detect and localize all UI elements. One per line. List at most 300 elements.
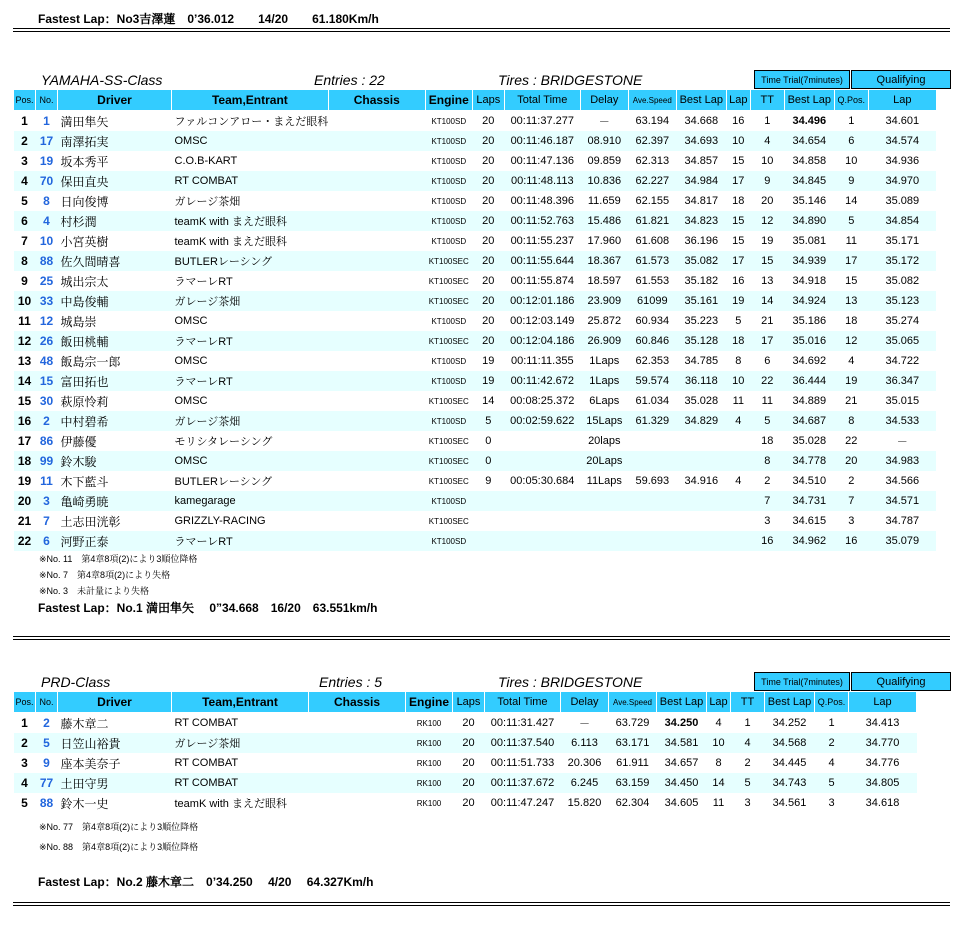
cell-tt-best-lap: 34.924 xyxy=(784,291,834,311)
cell-chassis xyxy=(328,451,425,471)
cell-total-time: 00:11:47.247 xyxy=(490,797,555,809)
cell-total-time: 00:11:47.136 xyxy=(510,155,574,167)
cell-q-lap: 34.574 xyxy=(868,131,936,151)
cell-team: ガレージ茶畑 xyxy=(172,733,309,753)
cell-laps: 20 xyxy=(472,331,504,351)
cell-best-lap-number: 4 xyxy=(726,411,750,431)
cell-delay: 08.910 xyxy=(580,131,628,151)
cell-driver: 日笠山裕貴 xyxy=(58,733,172,753)
cell-driver: 藤木章二 xyxy=(60,716,109,731)
cell-car-number: 25 xyxy=(39,274,54,288)
cell-driver: 中島俊輔 xyxy=(58,291,172,311)
cell-q-position: 12 xyxy=(834,331,868,351)
note: ※No. 11 第4章8項(2)により3順位降格 xyxy=(39,554,198,564)
cell-ave-speed: 62.353 xyxy=(635,355,670,367)
col-header-best-lap: Best Lap xyxy=(657,692,707,713)
cell-ave-speed: 61.329 xyxy=(628,411,676,431)
col-header-laps: Laps xyxy=(453,692,485,713)
cell-tt-best-lap: 34.615 xyxy=(792,515,827,527)
cell-best-lap-number xyxy=(726,491,750,511)
table-row xyxy=(14,291,937,311)
cell-best-lap: 35.223 xyxy=(684,315,719,327)
cell-car-number: 70 xyxy=(36,171,58,191)
cell-tt-best-lap: 34.252 xyxy=(772,717,807,729)
class-name: YAMAHA-SS-Class xyxy=(41,72,163,88)
cell-q-position: 17 xyxy=(834,251,868,271)
cell-team: OMSC xyxy=(172,131,329,151)
cell-laps: 20 xyxy=(482,115,495,127)
prd-notes xyxy=(13,813,951,857)
cell-total-time: 00:11:55.237 xyxy=(510,235,574,247)
cell-delay: 20laps xyxy=(588,435,621,447)
cell-driver: 満田隼矢 xyxy=(60,114,109,129)
cell-total-time xyxy=(504,511,580,531)
col-header-ave-speed: Ave.Speed xyxy=(628,90,676,111)
cell-team: teamK with まえだ眼科 xyxy=(174,236,287,248)
cell-chassis xyxy=(328,191,425,211)
cell-delay: 15.820 xyxy=(567,797,602,809)
cell-total-time: 00:11:48.113 xyxy=(504,171,580,191)
cell-total-time: 00:11:37.540 xyxy=(485,733,561,753)
cell-pos: 4 xyxy=(14,171,36,191)
cell-total-time: 00:11:46.187 xyxy=(504,131,580,151)
col-header-tt-position: TT xyxy=(750,90,784,111)
cell-delay: 1Laps xyxy=(589,355,620,367)
cell-best-lap-number: 16 xyxy=(732,275,745,287)
cell-chassis xyxy=(328,391,425,411)
table-row xyxy=(14,451,937,471)
cell-delay: － xyxy=(598,116,610,128)
cell-tt-position: 17 xyxy=(750,331,784,351)
cell-engine: KT100SEC xyxy=(428,516,469,526)
cell-laps: 20 xyxy=(462,797,475,809)
col-header-car-number: No. xyxy=(36,692,58,713)
cell-car-number: 26 xyxy=(36,331,58,351)
cell-best-lap: 34.250 xyxy=(664,717,699,729)
table-row xyxy=(14,773,917,793)
cell-ave-speed: 63.159 xyxy=(609,773,657,793)
cell-ave-speed: 61.573 xyxy=(628,251,676,271)
cell-chassis xyxy=(309,713,406,734)
cell-tt-best-lap: 35.146 xyxy=(792,195,827,207)
cell-driver: 坂本秀平 xyxy=(60,154,109,169)
col-header-delay: Delay xyxy=(561,692,609,713)
cell-car-number: 86 xyxy=(39,434,54,448)
cell-laps: 20 xyxy=(453,733,485,753)
cell-pos: 12 xyxy=(14,331,36,351)
cell-total-time: 00:11:55.874 xyxy=(510,275,574,287)
col-header-q-lap: Lap xyxy=(868,90,936,111)
cell-best-lap-number: 19 xyxy=(726,291,750,311)
cell-best-lap: 34.857 xyxy=(684,155,719,167)
cell-tt-best-lap: 34.496 xyxy=(792,115,827,127)
cell-team: RT COMBAT xyxy=(172,773,309,793)
cell-pos: 9 xyxy=(21,274,28,288)
cell-pos: 10 xyxy=(14,291,36,311)
cell-best-lap xyxy=(676,431,726,451)
cell-laps: 9 xyxy=(485,475,492,487)
col-header-q-position: Q.Pos. xyxy=(834,90,868,111)
table-row xyxy=(14,211,937,231)
yamaha-results-table xyxy=(13,89,937,551)
qualifying-header: Qualifying xyxy=(851,672,951,691)
table-row xyxy=(14,191,937,211)
table-row xyxy=(14,151,937,171)
cell-driver: 萩原怜莉 xyxy=(60,394,109,409)
cell-chassis xyxy=(328,511,425,531)
cell-car-number: 9 xyxy=(43,756,50,770)
cell-delay: 15.486 xyxy=(580,211,628,231)
cell-chassis xyxy=(328,531,425,551)
cell-q-position: 3 xyxy=(828,797,835,809)
cell-total-time: 00:02:59.622 xyxy=(504,411,580,431)
cell-engine: KT100SD xyxy=(425,371,472,391)
cell-tt-best-lap: 34.687 xyxy=(784,411,834,431)
cell-total-time xyxy=(504,451,580,471)
cell-tt-best-lap: 34.858 xyxy=(792,155,827,167)
col-header-delay: Delay xyxy=(580,90,628,111)
prd-results-table xyxy=(13,691,917,813)
cell-tt-best-lap: 35.016 xyxy=(784,331,834,351)
cell-tt-position: 21 xyxy=(761,315,774,327)
cell-best-lap: 34.785 xyxy=(684,355,719,367)
cell-best-lap: 34.657 xyxy=(664,757,699,769)
cell-tt-best-lap: 34.743 xyxy=(765,773,815,793)
cell-engine: RK100 xyxy=(416,718,442,728)
note: ※No. 77 第4章8項(2)により3順位降格 xyxy=(39,822,199,832)
col-header-engine: Engine xyxy=(425,90,472,111)
col-header-total-time: Total Time xyxy=(485,692,561,713)
cell-laps: 20 xyxy=(472,171,504,191)
cell-total-time: 00:11:37.277 xyxy=(510,115,574,127)
cell-q-position: 4 xyxy=(848,355,855,367)
cell-tt-best-lap: 34.962 xyxy=(784,531,834,551)
cell-q-lap: 34.983 xyxy=(868,451,936,471)
col-header-tt-best-lap: Best Lap xyxy=(784,90,834,111)
cell-chassis xyxy=(328,211,425,231)
cell-q-position: 16 xyxy=(834,531,868,551)
col-header-q-lap: Lap xyxy=(849,692,917,713)
cell-best-lap: 34.605 xyxy=(664,797,699,809)
cell-best-lap xyxy=(676,491,726,511)
cell-car-number: 4 xyxy=(36,211,58,231)
cell-pos: 4 xyxy=(14,773,36,793)
cell-laps xyxy=(472,531,504,551)
cell-best-lap: 36.118 xyxy=(676,371,726,391)
cell-team: kamegarage xyxy=(172,491,329,511)
cell-tt-position: 19 xyxy=(761,235,774,247)
cell-best-lap: 36.196 xyxy=(684,235,719,247)
cell-driver: 飯田桃輔 xyxy=(58,331,172,351)
cell-q-lap: 36.347 xyxy=(868,371,936,391)
cell-q-lap: 34.618 xyxy=(865,797,900,809)
cell-delay: 20.306 xyxy=(567,757,602,769)
cell-car-number: 10 xyxy=(39,234,54,248)
cell-laps: 0 xyxy=(472,451,504,471)
cell-q-position: 15 xyxy=(845,275,858,287)
cell-total-time: 00:11:55.644 xyxy=(504,251,580,271)
cell-driver: 木下藍斗 xyxy=(60,474,109,489)
cell-car-number: 88 xyxy=(36,251,58,271)
cell-best-lap-number xyxy=(726,531,750,551)
cell-best-lap-number: 10 xyxy=(707,733,731,753)
table-row xyxy=(14,371,937,391)
cell-engine: RK100 xyxy=(416,758,442,768)
cell-pos: 19 xyxy=(17,474,32,488)
cell-engine: KT100SD xyxy=(425,171,472,191)
cell-chassis xyxy=(328,411,425,431)
cell-chassis xyxy=(328,431,425,451)
cell-best-lap: 35.082 xyxy=(676,251,726,271)
cell-tt-position: 18 xyxy=(761,435,774,447)
cell-pos: 1 xyxy=(21,716,28,730)
cell-tt-position: 4 xyxy=(750,131,784,151)
class-name: PRD-Class xyxy=(41,674,111,690)
cell-ave-speed xyxy=(628,451,676,471)
cell-car-number: 2 xyxy=(43,716,50,730)
cell-best-lap: 34.829 xyxy=(676,411,726,431)
cell-laps: 20 xyxy=(482,235,495,247)
cell-pos: 15 xyxy=(17,394,32,408)
cell-delay: 26.909 xyxy=(580,331,628,351)
cell-q-position: 4 xyxy=(828,757,835,769)
col-header-chassis: Chassis xyxy=(328,90,425,111)
cell-chassis xyxy=(328,131,425,151)
cell-q-lap: 34.936 xyxy=(885,155,920,167)
cell-q-lap: 34.601 xyxy=(885,115,920,127)
cell-tt-best-lap: 34.845 xyxy=(784,171,834,191)
cell-q-position: 19 xyxy=(834,371,868,391)
cell-delay: 20Laps xyxy=(580,451,628,471)
cell-team: ガレージ茶畑 xyxy=(172,291,329,311)
yamaha-title-row xyxy=(13,70,951,89)
cell-team: RT COMBAT xyxy=(174,717,239,729)
cell-best-lap-number xyxy=(726,431,750,451)
cell-ave-speed: 61.911 xyxy=(616,757,649,769)
cell-tt-best-lap: 34.568 xyxy=(765,733,815,753)
cell-pos: 5 xyxy=(21,796,28,810)
col-header-q-position: Q.Pos. xyxy=(815,692,849,713)
divider xyxy=(13,902,950,906)
cell-q-position: 6 xyxy=(834,131,868,151)
cell-team: ラマーレRT xyxy=(172,371,329,391)
cell-ave-speed: 61.034 xyxy=(635,395,670,407)
cell-ave-speed: 60.934 xyxy=(635,315,670,327)
cell-laps: 14 xyxy=(482,395,495,407)
cell-driver: 南澤拓実 xyxy=(58,131,172,151)
cell-q-lap: 34.770 xyxy=(849,733,917,753)
cell-ave-speed xyxy=(628,491,676,511)
cell-best-lap: 34.817 xyxy=(684,195,719,207)
cell-ave-speed: 62.227 xyxy=(628,171,676,191)
cell-chassis xyxy=(309,793,406,813)
time-trial-header: Time Trial(7minutes) xyxy=(754,70,850,89)
cell-best-lap-number: 10 xyxy=(726,131,750,151)
cell-pos: 22 xyxy=(14,531,36,551)
cell-chassis xyxy=(328,311,425,331)
cell-delay: 25.872 xyxy=(587,315,622,327)
cell-ave-speed: 62.397 xyxy=(628,131,676,151)
table-row xyxy=(14,131,937,151)
cell-driver: 鈴木駿 xyxy=(58,451,172,471)
prd-section xyxy=(13,672,951,890)
cell-total-time: 00:11:52.763 xyxy=(504,211,580,231)
cell-tt-position: 4 xyxy=(731,733,765,753)
cell-q-position: 1 xyxy=(828,717,835,729)
cell-driver: 富田拓也 xyxy=(58,371,172,391)
cell-driver: 城島崇 xyxy=(60,314,97,329)
cell-total-time xyxy=(504,491,580,511)
cell-team: ラマーレRT xyxy=(174,276,233,288)
table-row xyxy=(14,491,937,511)
cell-q-position: 2 xyxy=(848,475,855,487)
cell-car-number: 77 xyxy=(36,773,58,793)
note: ※No. 7 第4章8項(2)により失格 xyxy=(39,570,171,580)
cell-laps: 20 xyxy=(482,275,495,287)
cell-tt-position: 16 xyxy=(750,531,784,551)
header-fastest-lap: Fastest Lap：No3吉澤蓮 0’36.012 14/20 61.180Km/h xyxy=(38,12,379,26)
table-row xyxy=(14,733,917,753)
cell-pos: 16 xyxy=(14,411,36,431)
col-header-pos: Pos. xyxy=(14,90,36,111)
cell-total-time: 00:05:30.684 xyxy=(510,475,575,487)
cell-q-position: 7 xyxy=(834,491,868,511)
prd-title-row xyxy=(13,672,951,691)
cell-best-lap-number: 8 xyxy=(735,355,742,367)
table-row xyxy=(14,231,937,251)
cell-pos: 1 xyxy=(21,114,28,128)
cell-delay: 6.245 xyxy=(561,773,609,793)
cell-best-lap xyxy=(676,531,726,551)
cell-q-lap: 34.722 xyxy=(885,355,920,367)
cell-engine: KT100SEC xyxy=(428,476,469,486)
table-row xyxy=(14,251,937,271)
col-header-car-number: No. xyxy=(36,90,58,111)
cell-tt-best-lap: 35.186 xyxy=(792,315,827,327)
col-header-laps: Laps xyxy=(472,90,504,111)
cell-chassis xyxy=(328,331,425,351)
col-header-driver: Driver xyxy=(58,90,172,111)
col-header-tt-position: TT xyxy=(731,692,765,713)
cell-q-position: 5 xyxy=(815,773,849,793)
cell-engine: KT100SEC xyxy=(428,436,469,446)
cell-tt-position: 10 xyxy=(761,155,774,167)
cell-delay: 6.113 xyxy=(561,733,609,753)
note: ※No. 88 第4章8項(2)により3順位降格 xyxy=(39,842,199,852)
cell-ave-speed xyxy=(628,511,676,531)
cell-engine: KT100SD xyxy=(425,491,472,511)
cell-pos: 17 xyxy=(17,434,32,448)
cell-best-lap-number: 15 xyxy=(732,235,745,247)
cell-delay xyxy=(580,511,628,531)
cell-chassis xyxy=(309,733,406,753)
cell-ave-speed xyxy=(628,431,676,451)
divider xyxy=(13,28,950,32)
cell-total-time xyxy=(504,431,580,451)
cell-laps: 20 xyxy=(482,155,495,167)
cell-q-lap: 35.015 xyxy=(885,395,920,407)
cell-q-position: 3 xyxy=(848,515,855,527)
cell-delay: 11Laps xyxy=(586,475,622,487)
cell-delay: 11.659 xyxy=(587,195,621,207)
cell-q-lap: 34.787 xyxy=(885,515,920,527)
cell-tt-best-lap: 34.561 xyxy=(772,797,807,809)
cell-engine: KT100SD xyxy=(425,411,472,431)
tires: Tires : BRIDGESTONE xyxy=(498,72,643,88)
cell-driver: 鈴木一史 xyxy=(60,796,109,811)
cell-laps xyxy=(472,511,504,531)
cell-best-lap-number: 11 xyxy=(712,797,725,809)
cell-car-number: 3 xyxy=(36,491,58,511)
cell-delay xyxy=(580,491,628,511)
cell-best-lap-number: 17 xyxy=(726,251,750,271)
cell-delay: 09.859 xyxy=(587,155,622,167)
col-header-best-lap-number: Lap xyxy=(726,90,750,111)
cell-driver: 土志田洸彰 xyxy=(60,514,121,529)
cell-best-lap-number: 18 xyxy=(732,195,745,207)
col-header-team: Team,Entrant xyxy=(172,692,309,713)
cell-q-position: 14 xyxy=(845,195,858,207)
cell-engine: KT100SD xyxy=(425,131,472,151)
cell-driver: 飯島宗一郎 xyxy=(60,354,121,369)
cell-car-number: 48 xyxy=(39,354,54,368)
cell-engine: KT100SD xyxy=(431,196,467,206)
cell-tt-best-lap: 34.778 xyxy=(784,451,834,471)
cell-team: RT COMBAT xyxy=(172,171,329,191)
cell-car-number: 99 xyxy=(36,451,58,471)
cell-tt-position: 5 xyxy=(750,411,784,431)
cell-q-lap: 35.171 xyxy=(885,235,920,247)
cell-q-lap: 35.082 xyxy=(885,275,920,287)
table-row xyxy=(14,531,937,551)
cell-total-time: 00:11:37.672 xyxy=(485,773,561,793)
prd-fastest-lap: Fastest Lap：No.2 藤木章二 0’34.250 4/20 64.327Km/h xyxy=(38,875,374,889)
cell-tt-position: 8 xyxy=(750,451,784,471)
cell-tt-best-lap: 36.444 xyxy=(784,371,834,391)
cell-ave-speed: 63.171 xyxy=(609,733,657,753)
note: ※No. 3 未計量により失格 xyxy=(39,586,150,596)
cell-best-lap xyxy=(676,511,726,531)
cell-team: モリシタレーシング xyxy=(174,436,273,448)
cell-tt-best-lap: 34.654 xyxy=(784,131,834,151)
cell-chassis xyxy=(328,471,425,491)
cell-q-position: 5 xyxy=(834,211,868,231)
cell-ave-speed: 62.313 xyxy=(635,155,670,167)
cell-laps: 20 xyxy=(472,131,504,151)
cell-car-number: 11 xyxy=(40,474,53,488)
cell-engine: KT100SD xyxy=(431,116,467,126)
cell-team: ラマーレRT xyxy=(172,331,329,351)
cell-tt-position: 1 xyxy=(764,115,771,127)
cell-driver: 河野正泰 xyxy=(58,531,172,551)
cell-q-lap: 35.172 xyxy=(868,251,936,271)
cell-driver: 中村碧希 xyxy=(58,411,172,431)
cell-q-lap: － xyxy=(896,436,908,448)
cell-best-lap-number: 4 xyxy=(735,475,742,487)
cell-tt-best-lap: 34.889 xyxy=(792,395,827,407)
table-row xyxy=(14,111,937,132)
cell-pos: 3 xyxy=(21,154,28,168)
qualifying-header: Qualifying xyxy=(851,70,951,89)
cell-driver: 小宮英樹 xyxy=(60,234,109,249)
cell-best-lap: 34.984 xyxy=(676,171,726,191)
cell-engine: KT100SEC xyxy=(425,291,472,311)
cell-laps: 20 xyxy=(462,757,475,769)
cell-ave-speed: 61099 xyxy=(628,291,676,311)
cell-car-number: 5 xyxy=(36,733,58,753)
cell-q-lap: 35.123 xyxy=(868,291,936,311)
cell-tt-position: 3 xyxy=(744,797,751,809)
